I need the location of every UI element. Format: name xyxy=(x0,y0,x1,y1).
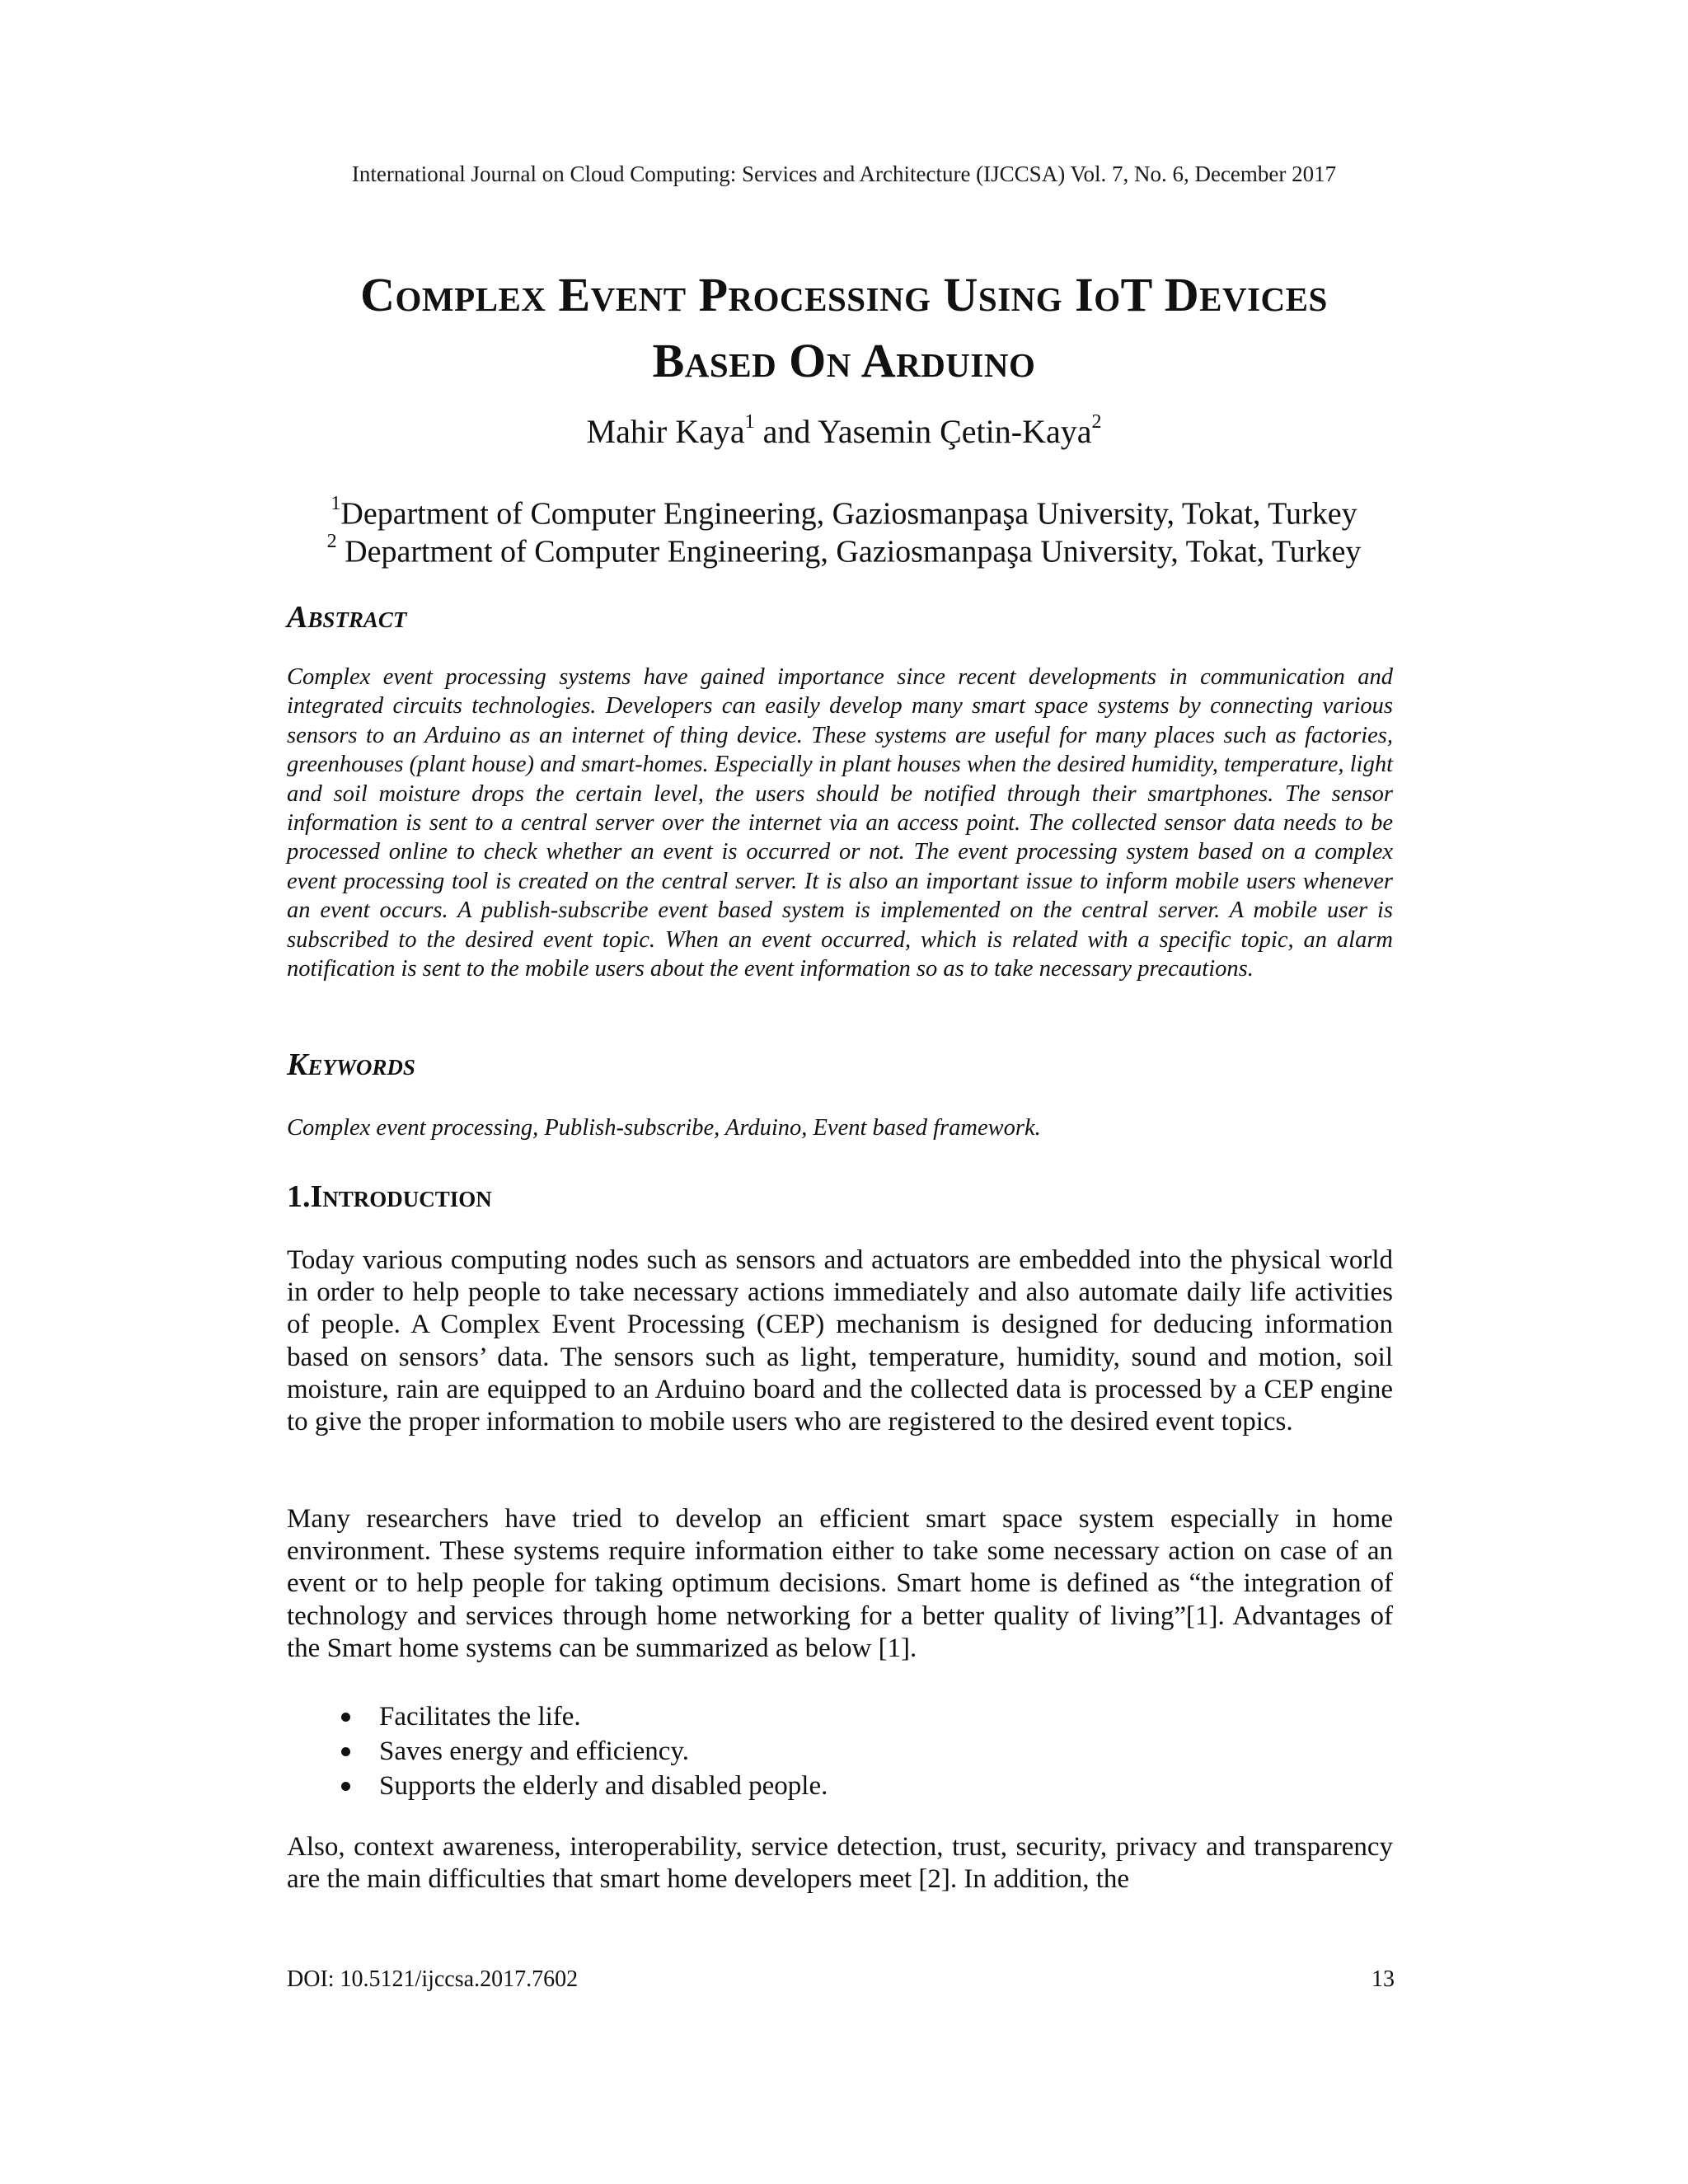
paper-title xyxy=(247,262,1441,394)
intro-paragraph-2: Many researchers have tried to develop an efficient smart space system especially in home environment. These systems require information either to take some necessary action on case of an event or to help people for taking optimum decisions. Smart home is defined as “the integration of technology and services through home networking for a better quality of living”[1]. Advantages of the Smart home systems can be summarized as below [1]. xyxy=(287,1504,1393,1663)
list-item xyxy=(330,1699,1319,1734)
running-header: International Journal on Cloud Computing: Services and Architecture (IJCCSA) Vol. 7, No. 6, December 2017 xyxy=(351,162,1337,186)
list-item-text: Supports the elderly and disabled people. xyxy=(379,1771,828,1801)
bullet-icon xyxy=(341,1713,350,1722)
affiliation-1-mark: 1 xyxy=(331,493,341,514)
list-item xyxy=(330,1769,1319,1803)
intro-paragraph-1: Today various computing nodes such as sensors and actuators are embedded into the physical world in order to help people to take necessary actions immediately and also automate daily life activities of people. A Complex Event Processing (CEP) mechanism is designed for deducing information based on sensors’ data. The sensors such as light, temperature, humidity, sound and motion, soil moisture, rain are equipped to an Arduino board and the collected data is processed by a CEP engine to give the proper information to mobile users who are registered to the desired event topics. xyxy=(287,1245,1393,1437)
title-line-1: Complex Event Processing Using IoT Devices xyxy=(360,268,1328,321)
bullet-icon xyxy=(341,1747,350,1756)
author-1-affil-mark: 1 xyxy=(744,410,755,433)
author-2-name: Yasemin Çetin-Kaya xyxy=(817,413,1092,450)
affiliation-1-text: Department of Computer Engineering, Gaziosmanpaşa University, Tokat, Turkey xyxy=(340,496,1357,532)
affiliation-2-mark: 2 xyxy=(326,531,337,552)
author-1-name: Mahir Kaya xyxy=(586,413,745,450)
affiliation-2-text: Department of Computer Engineering, Gaziosmanpaşa University, Tokat, Turkey xyxy=(336,534,1362,569)
abstract-heading: Abstract xyxy=(287,600,407,635)
list-item-text: Facilitates the life. xyxy=(379,1702,581,1732)
footer-doi: DOI: 10.5121/ijccsa.2017.7602 xyxy=(287,1966,579,1992)
list-item xyxy=(330,1734,1319,1769)
author-list xyxy=(0,412,1688,451)
introduction-heading: 1.Introduction xyxy=(287,1179,492,1214)
page-number: 13 xyxy=(1372,1966,1395,1992)
keywords-heading: Keywords xyxy=(287,1047,415,1082)
affiliation-2 xyxy=(0,526,1688,571)
list-item-text: Saves energy and efficiency. xyxy=(379,1736,689,1766)
keywords-body: Complex event processing, Publish-subscribe, Arduino, Event based framework. xyxy=(287,1115,1041,1141)
title-line-2: Based On Arduino xyxy=(652,334,1036,387)
author-2-affil-mark: 2 xyxy=(1091,410,1102,433)
advantages-list xyxy=(330,1699,1319,1803)
bullet-icon xyxy=(341,1782,350,1791)
abstract-body: Complex event processing systems have gained importance since recent developments in communication and integrated circuits technologies. Developers can easily develop many smart space systems by connecting various sensors to an Arduino as an internet of thing device. These systems are useful for many places such as factories, greenhouses (plant house) and smart-homes. Especially in plant houses when the desired humidity, temperature, light and soil moisture drops the certain level, the users should be notified through their smartphones. The sensor information is sent to a central server over the internet via an access point. The collected sensor data needs to be processed online to check whether an event is occurred or not. The event processing system based on a complex event processing tool is created on the central server. It is also an important issue to inform mobile users whenever an event occurs. A publish-subscribe event based system is implemented on the central server. A mobile user is subscribed to the desired event topic. When an event occurred, which is related with a specific topic, an alarm notification is sent to the mobile users about the event information so as to take necessary precautions. xyxy=(287,664,1393,982)
author-connector: and xyxy=(754,413,818,450)
intro-paragraph-3: Also, context awareness, interoperability, service detection, trust, security, privacy and transparency are the main difficulties that smart home developers meet [2]. In addition, the xyxy=(287,1832,1393,1895)
